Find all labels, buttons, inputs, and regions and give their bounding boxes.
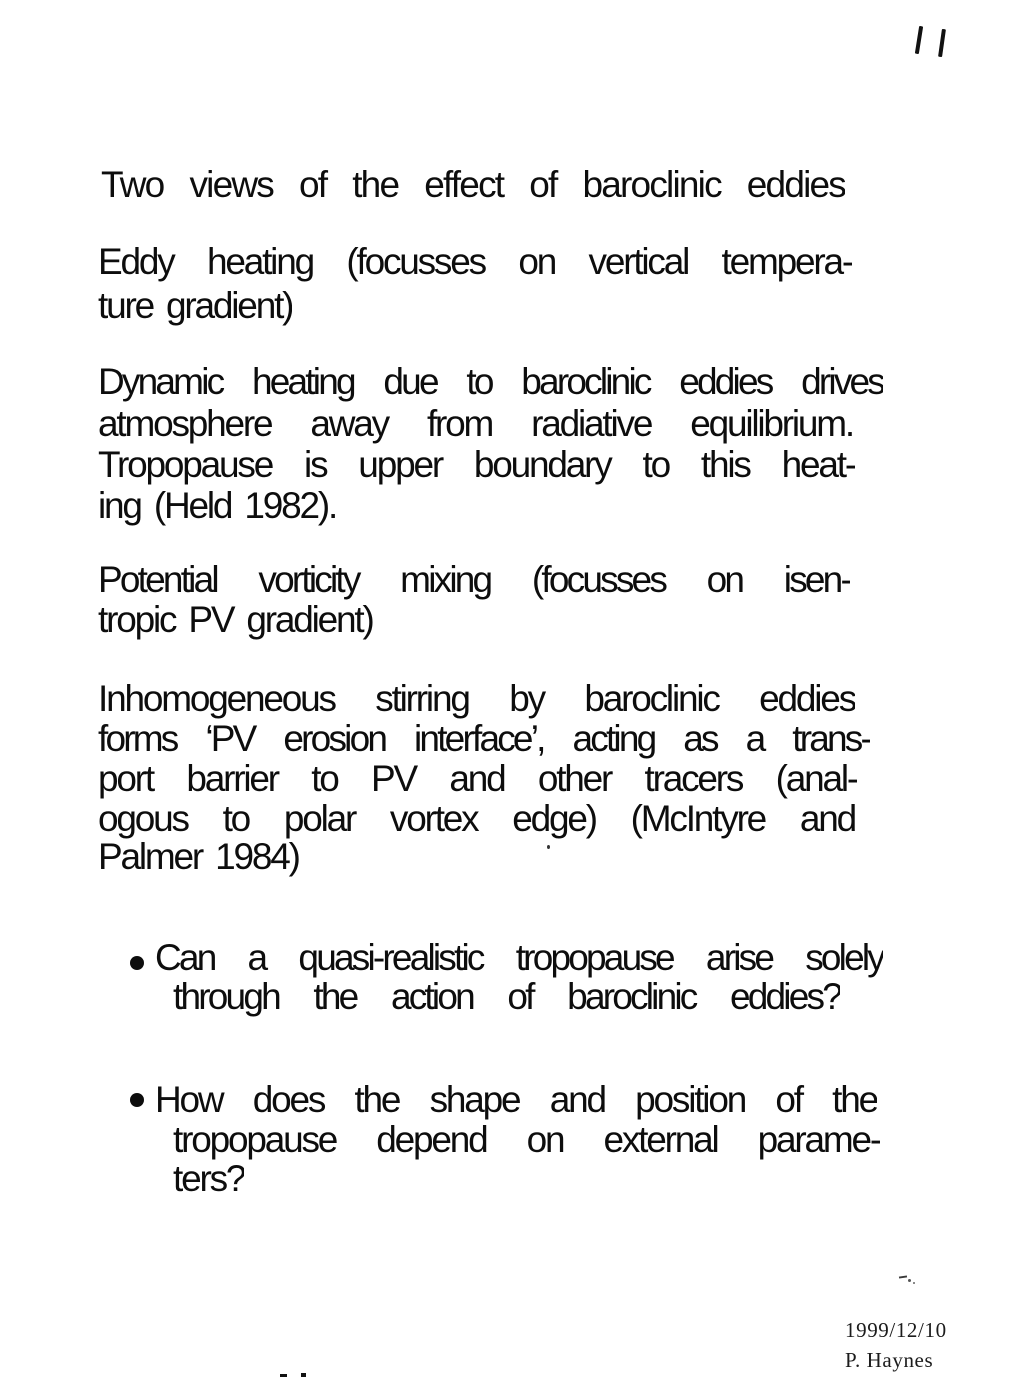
bullet-line: Can a quasi-realistic tropopause arise solely <box>155 938 883 978</box>
scan-smudge-dash <box>899 1275 907 1278</box>
scan-bottom-dash <box>280 1374 287 1377</box>
scan-bottom-dot <box>301 1373 306 1377</box>
paragraph-line: ture gradient) <box>98 286 293 326</box>
paragraph-line: ogous to polar vortex edge) (McIntyre and <box>98 799 855 839</box>
bullet-icon <box>130 1093 144 1107</box>
bullet-line: tropopause depend on external parame- <box>173 1120 880 1160</box>
bullet-icon <box>130 956 144 970</box>
paragraph-line: Tropopause is upper boundary to this heat- <box>98 445 855 485</box>
bullet-line: ters? <box>173 1159 245 1199</box>
paragraph-line: ing (Held 1982). <box>98 486 337 526</box>
scan-speck <box>547 845 550 849</box>
paragraph-line: Dynamic heating due to baroclinic eddies drives <box>98 362 883 402</box>
footer-author: P. Haynes <box>845 1348 934 1372</box>
paragraph-line: tropic PV gradient) <box>98 600 373 640</box>
paragraph-line: Palmer 1984) <box>98 837 299 877</box>
page-title: Two views of the effect of baroclinic eddies <box>101 165 845 205</box>
paragraph-line: port barrier to PV and other tracers (anal- <box>98 759 857 799</box>
handwritten-page-number <box>908 22 954 62</box>
paragraph-line: Eddy heating (focusses on vertical tempera- <box>98 242 852 282</box>
page-number-stroke-2 <box>938 29 946 57</box>
bullet-line: through the action of baroclinic eddies? <box>173 977 840 1017</box>
paragraph-line: Inhomogeneous stirring by baroclinic eddies <box>98 679 855 719</box>
paragraph-line: Potential vorticity mixing (focusses on isen- <box>98 560 850 600</box>
footer-date: 1999/12/10 <box>845 1318 947 1342</box>
scan-smudge-dot-1 <box>908 1279 911 1282</box>
bullet-line: How does the shape and position of the <box>155 1080 877 1120</box>
paragraph-line: atmosphere away from radiative equilibrium. <box>98 404 853 444</box>
scan-smudge-dot-2 <box>913 1282 915 1284</box>
paragraph-line: forms ‘PV erosion interface’, acting as a trans- <box>98 719 870 759</box>
page-number-stroke-1 <box>915 26 923 54</box>
